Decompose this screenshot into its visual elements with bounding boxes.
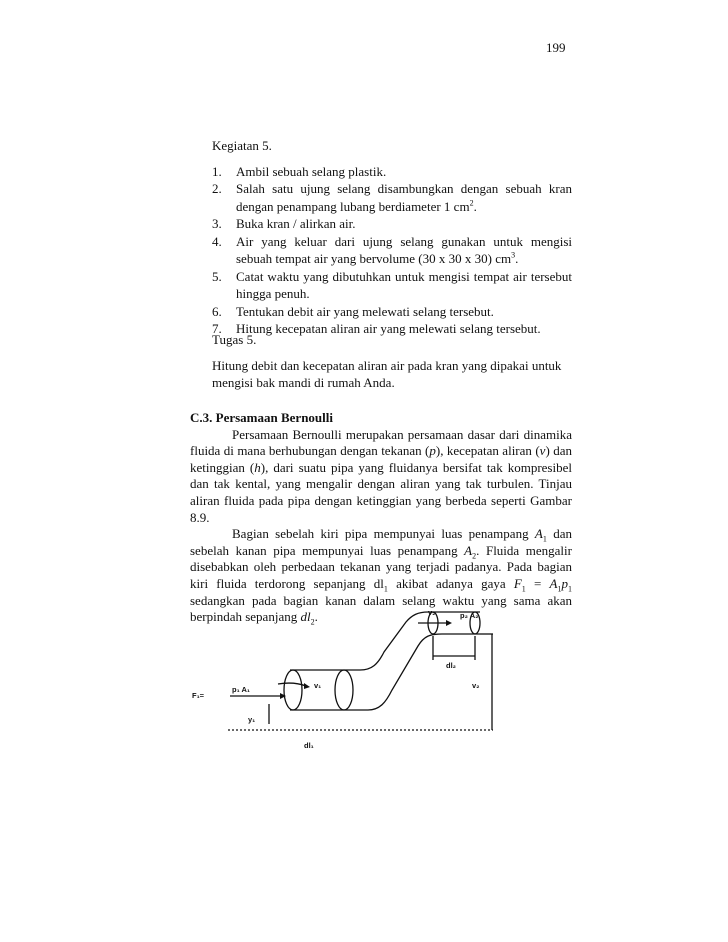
page-number: 199 [546, 40, 566, 55]
kegiatan-block [212, 137, 572, 338]
list-item: 1. Ambil sebuah selang plastik. [212, 163, 387, 179]
label-p2A2: p₂ A₂ [460, 611, 479, 620]
tugas-text: Hitung debit dan kecepatan aliran air pada kran yang dipakai untuk mengisi bak mandi di rumah Anda. [212, 357, 562, 390]
label-v1: v₁ [314, 681, 322, 690]
kegiatan-title: Kegiatan 5. [212, 138, 272, 153]
left-cross-section-2 [335, 670, 353, 710]
v1-arrowhead [304, 683, 310, 689]
bernoulli-pipe-figure [188, 606, 508, 756]
list-item: 4. Air yang keluar dari ujung selang gunakan untuk mengisi sebuah tempat air yang bervolume (30 x 30 x 30) $cm^3$. [212, 233, 572, 266]
pipe-diagram [188, 606, 508, 756]
kegiatan-steps [212, 163, 572, 338]
label-F1: F₁= [192, 691, 205, 700]
v2-arrowhead [446, 620, 452, 626]
section-heading: C.3. Persamaan Bernoulli [190, 410, 333, 425]
paragraph-2: Bagian sebelah kiri pipa mempunyai luas penampang $A_1$ dan sebelah kanan pipa mempunyai luas penampang $A_2$. Fluida mengalir disebabkan oleh perbedaan tekanan yang terjadi padanya. Pada bagian kiri fluida terdorong sepanjang $dl_1$ akibat adanya gaya $F_1 = A_1p_1$ sedangkan pada bagian kanan dalam selang waktu yang sama akan berpindah sepanjang $dl_2$. [190, 526, 572, 627]
label-y1: y₁ [248, 715, 256, 724]
list-item: 2. Salah satu ujung selang disambungkan dengan sebuah kran dengan penampang lubang berdiameter 1 $cm^2$. [212, 181, 572, 214]
list-item: 3. Buka kran / alirkan air. [212, 216, 356, 231]
paragraph-1: Persamaan Bernoulli merupakan persamaan dasar dari dinamika fluida di mana berhubungan dengan tekanan (p), kecepatan aliran (v) dan ketinggian (h), dari suatu pipa yang fluidanya bersifat tak kompresibel dan tak kental, yang mengalir dengan aliran yang tak turbulen. Tinjau aliran fluida pada pipa dengan ketinggian yang berbeda seperti Gambar 8.9. [190, 426, 572, 525]
left-cross-section-1 [284, 670, 302, 710]
tugas-title: Tugas 5. [212, 332, 257, 347]
bernoulli-section [190, 410, 572, 626]
label-v2-top: v₂ [428, 608, 436, 617]
list-item: 6. Tentukan debit air yang melewati selang tersebut. [212, 303, 494, 319]
list-item: 7. Hitung kecepatan aliran air yang melewati selang tersebut. [212, 321, 541, 336]
label-dl2: dl₂ [446, 661, 456, 670]
tugas-block [212, 331, 574, 392]
label-dl1: dl₁ [304, 741, 314, 750]
label-v2-right: v₂ [472, 681, 480, 690]
list-item: 5. Catat waktu yang dibutuhkan untuk mengisi tempat air tersebut hingga penuh. [212, 268, 572, 301]
pipe-bottom-wall [290, 634, 480, 710]
label-p1A1: p₁ A₁ [232, 685, 251, 694]
